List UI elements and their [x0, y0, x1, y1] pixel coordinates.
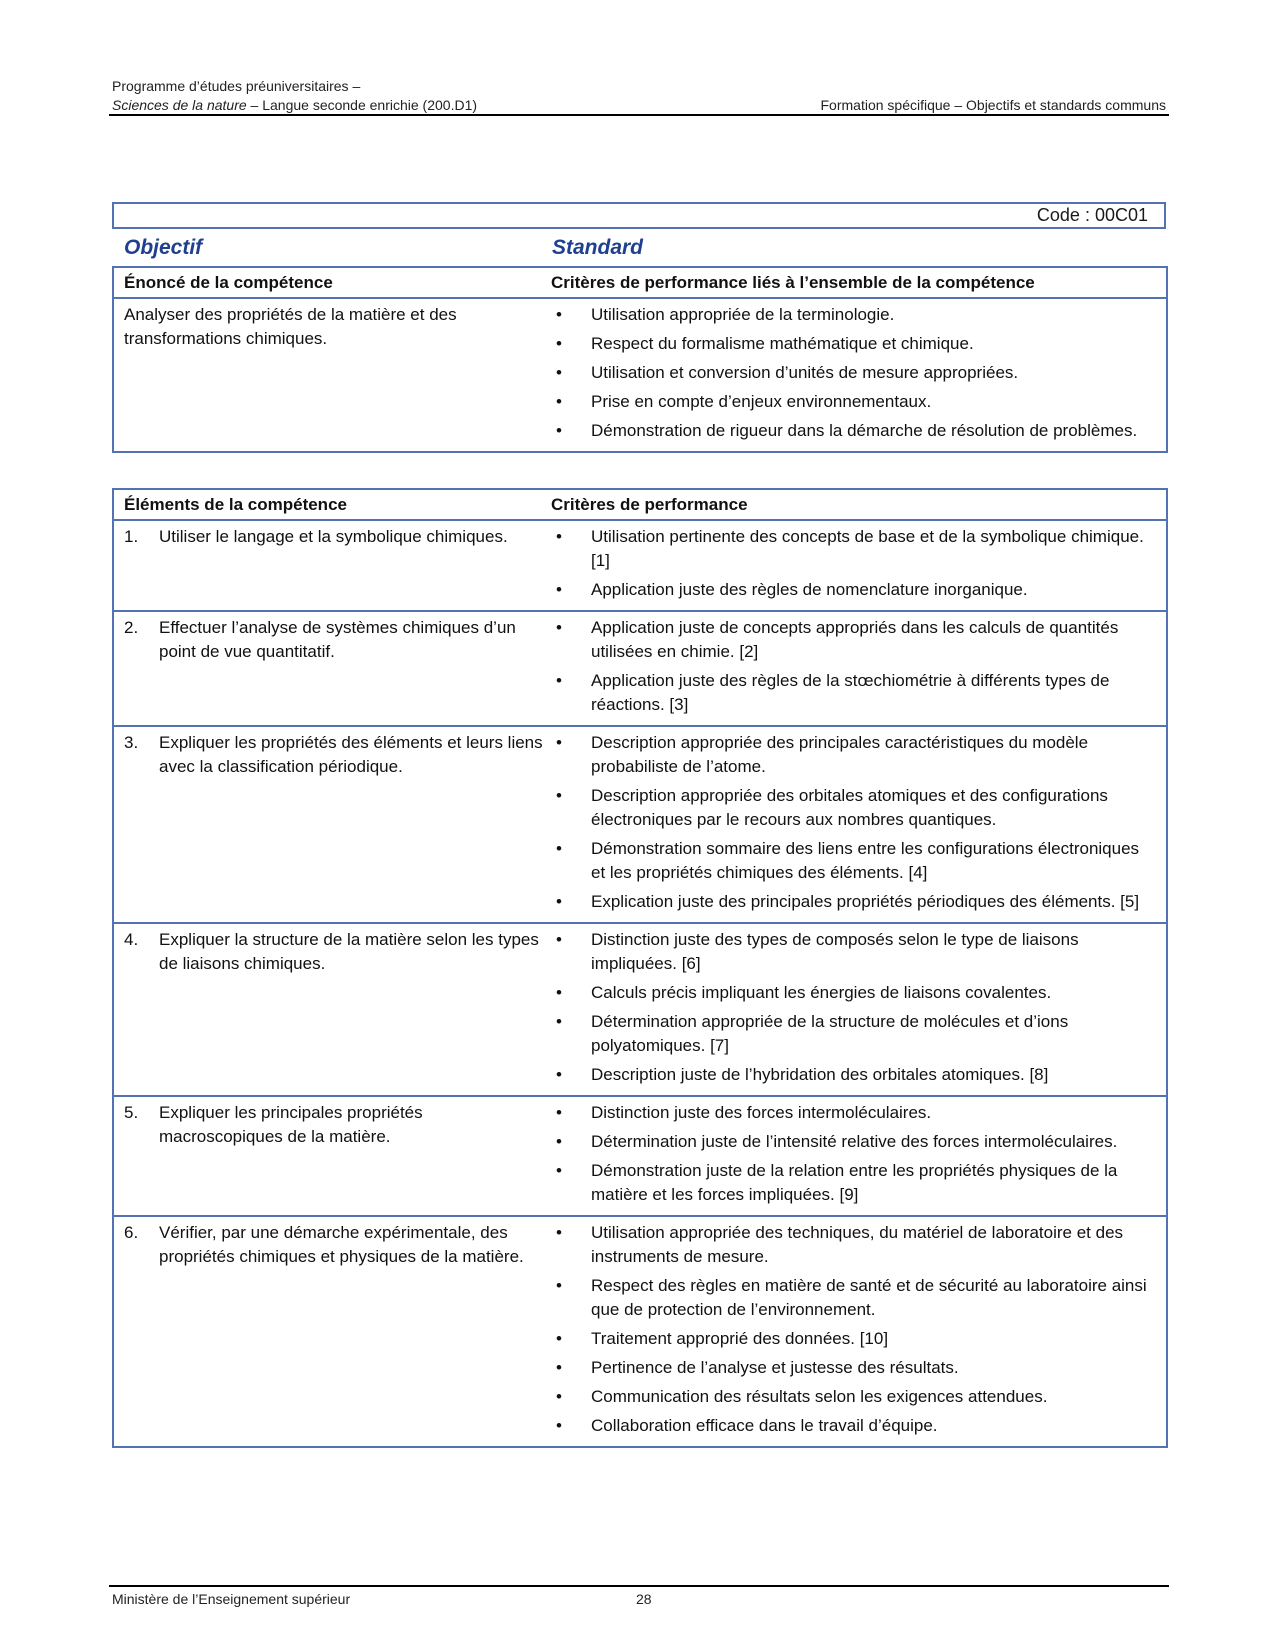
criterion-item: • Démonstration sommaire des liens entre les configurations électroniques et les propriétés chimiques des éléments. [4]	[551, 837, 1156, 885]
element-criteria-list	[551, 525, 1156, 602]
element-criteria-cell	[551, 923, 1167, 1096]
header-rule	[109, 114, 1169, 116]
criterion-item: • Explication juste des principales propriétés périodiques des éléments. [5]	[551, 890, 1156, 914]
element-criteria-list	[551, 731, 1156, 914]
criterion-item: • Détermination appropriée de la structure de molécules et d’ions polyatomiques. [7]	[551, 1010, 1156, 1058]
criterion-item: • Respect des règles en matière de santé et de sécurité au laboratoire ainsi que de protection de l’environnement.	[551, 1274, 1156, 1322]
element-criteria-list	[551, 616, 1156, 717]
criterion-item: • Application juste de concepts appropriés dans les calculs de quantités utilisées en chimie. [2]	[551, 616, 1156, 664]
element-row	[113, 726, 1167, 923]
criterion-item: • Respect du formalisme mathématique et chimique.	[551, 332, 1156, 356]
element-criteria-cell	[551, 1096, 1167, 1216]
element-cell	[113, 1096, 551, 1216]
page-number: 28	[636, 1591, 652, 1607]
element-item	[124, 616, 543, 664]
header-program: Programme d’études préuniversitaires –	[112, 78, 361, 94]
criterion-item: • Utilisation appropriée des techniques, du matériel de laboratoire et des instruments de mesure.	[551, 1221, 1156, 1269]
footer-ministry: Ministère de l’Enseignement supérieur	[112, 1591, 351, 1607]
criterion-item: • Utilisation pertinente des concepts de base et de la symbolique chimique. [1]	[551, 525, 1156, 573]
element-text: Expliquer les propriétés des éléments et leurs liens avec la classification périodique.	[159, 733, 543, 776]
element-criteria-list	[551, 1221, 1156, 1438]
element-item	[124, 525, 543, 549]
code-bar	[112, 202, 1166, 229]
element-item	[124, 1221, 543, 1269]
elements-head-row	[113, 489, 1167, 520]
elements-criteria-head: Critères de performance	[551, 495, 748, 514]
element-text: Expliquer la structure de la matière selon les types de liaisons chimiques.	[159, 930, 539, 973]
element-cell	[113, 726, 551, 923]
competence-statement-head: Énoncé de la compétence	[124, 273, 333, 292]
code-value: 00C01	[1094, 205, 1148, 225]
element-row	[113, 1096, 1167, 1216]
criterion-item: • Collaboration efficace dans le travail d’équipe.	[551, 1414, 1156, 1438]
footer-rule	[109, 1585, 1169, 1587]
element-text: Effectuer l’analyse de systèmes chimiques d’un point de vue quantitatif.	[159, 618, 516, 661]
page-header	[112, 77, 1166, 115]
criterion-item: • Détermination juste de l’intensité relative des forces intermoléculaires.	[551, 1130, 1156, 1154]
criterion-item: • Application juste des règles de la stœchiométrie à différents types de réactions. [3]	[551, 669, 1156, 717]
criterion-item: • Utilisation appropriée de la terminologie.	[551, 303, 1156, 327]
header-section: Formation spécifique – Objectifs et standards communs	[820, 97, 1166, 113]
competence-head-row	[113, 267, 1167, 298]
element-number: 6.	[124, 1223, 139, 1242]
element-item	[124, 928, 543, 976]
element-number: 1.	[124, 527, 139, 546]
element-text: Vérifier, par une démarche expérimentale, des propriétés chimiques et physiques de la matière.	[159, 1223, 524, 1266]
element-criteria-list	[551, 1101, 1156, 1207]
code-label: Code :	[1036, 205, 1090, 225]
element-criteria-cell	[551, 726, 1167, 923]
criterion-item: • Description appropriée des orbitales atomiques et des configurations électroniques par le recours aux nombres quantiques.	[551, 784, 1156, 832]
competence-criteria-list	[551, 303, 1156, 443]
element-number: 3.	[124, 733, 139, 752]
element-cell	[113, 1216, 551, 1447]
criterion-item: • Application juste des règles de nomenclature inorganique.	[551, 578, 1156, 602]
element-number: 2.	[124, 618, 139, 637]
criterion-item: • Distinction juste des forces intermoléculaires.	[551, 1101, 1156, 1125]
element-row	[113, 520, 1167, 611]
criterion-item: • Prise en compte d’enjeux environnementaux.	[551, 390, 1156, 414]
standard-heading: Standard	[552, 236, 644, 259]
element-criteria-cell	[551, 611, 1167, 726]
elements-head: Éléments de la compétence	[124, 495, 347, 514]
header-program-field: Sciences de la nature	[112, 97, 247, 113]
competence-statement: Analyser des propriétés de la matière et des transformations chimiques.	[113, 298, 551, 452]
competence-table	[112, 266, 1168, 453]
criterion-item: • Démonstration juste de la relation entre les propriétés physiques de la matière et les forces impliquées. [9]	[551, 1159, 1156, 1207]
element-item	[124, 731, 543, 779]
header-program-detail: – Langue seconde enrichie (200.D1)	[246, 97, 478, 113]
element-row	[113, 923, 1167, 1096]
element-criteria-list	[551, 928, 1156, 1087]
element-cell	[113, 520, 551, 611]
element-cell	[113, 611, 551, 726]
element-row	[113, 1216, 1167, 1447]
criterion-item: • Pertinence de l’analyse et justesse des résultats.	[551, 1356, 1156, 1380]
element-number: 4.	[124, 930, 139, 949]
criterion-item: • Distinction juste des types de composés selon le type de liaisons impliquées. [6]	[551, 928, 1156, 976]
competence-body-row	[113, 298, 1167, 452]
page-footer	[112, 1591, 652, 1607]
criterion-item: • Traitement approprié des données. [10]	[551, 1327, 1156, 1351]
competence-criteria-head: Critères de performance liés à l’ensemble de la compétence	[551, 273, 1035, 292]
element-row	[113, 611, 1167, 726]
objective-heading: Objectif	[124, 236, 203, 259]
element-criteria-cell	[551, 520, 1167, 611]
element-text: Utiliser le langage et la symbolique chimiques.	[159, 527, 508, 546]
criterion-item: • Calculs précis impliquant les énergies de liaisons covalentes.	[551, 981, 1156, 1005]
element-criteria-cell	[551, 1216, 1167, 1447]
competence-criteria-cell	[551, 298, 1167, 452]
header-program-name	[112, 96, 477, 115]
criterion-item: • Communication des résultats selon les exigences attendues.	[551, 1385, 1156, 1409]
element-cell	[113, 923, 551, 1096]
elements-table	[112, 488, 1168, 1448]
criterion-item: • Utilisation et conversion d’unités de mesure appropriées.	[551, 361, 1156, 385]
column-headings	[124, 236, 1164, 266]
element-item	[124, 1101, 543, 1149]
criterion-item: • Description appropriée des principales caractéristiques du modèle probabiliste de l’atome.	[551, 731, 1156, 779]
element-text: Expliquer les principales propriétés macroscopiques de la matière.	[159, 1103, 423, 1146]
element-number: 5.	[124, 1103, 139, 1122]
criterion-item: • Démonstration de rigueur dans la démarche de résolution de problèmes.	[551, 419, 1156, 443]
criterion-item: • Description juste de l’hybridation des orbitales atomiques. [8]	[551, 1063, 1156, 1087]
